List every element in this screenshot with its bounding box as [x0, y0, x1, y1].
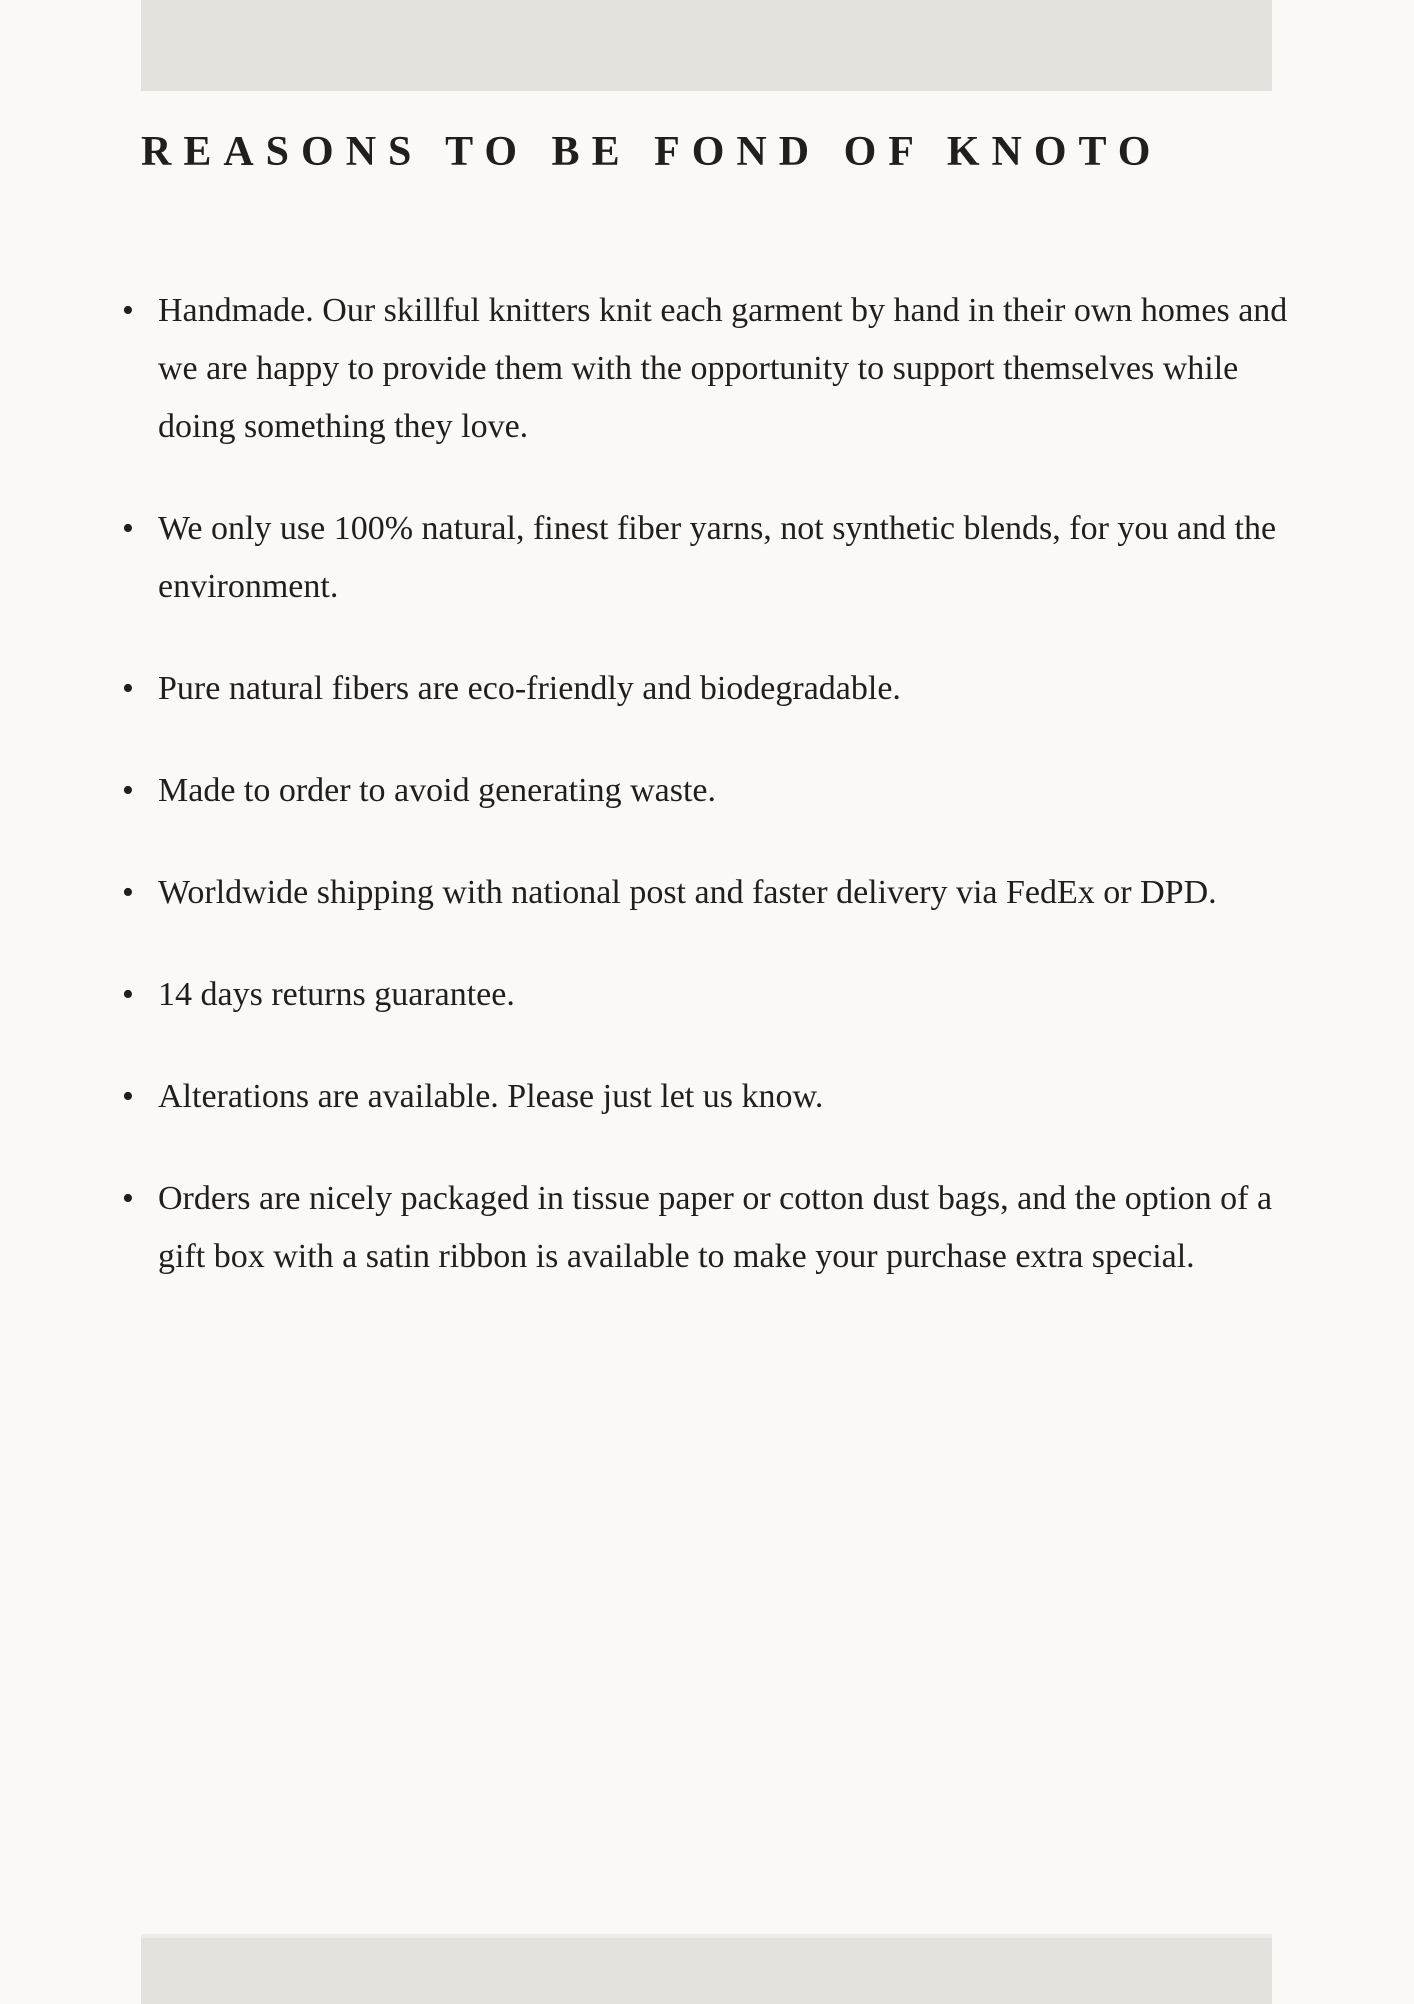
- bottom-decor-band: [141, 1934, 1272, 2004]
- list-item: • Handmade. Our skillful knitters knit each garment by hand in their own homes and we are happy to provide them with the opportunity to support themselves while doing something they love.: [158, 282, 1315, 456]
- list-item: • Made to order to avoid generating waste.: [158, 762, 1315, 820]
- page-title: REASONS TO BE FOND OF KNOTO: [141, 129, 1163, 175]
- list-item: • 14 days returns guarantee.: [158, 966, 1315, 1024]
- list-item: • We only use 100% natural, finest fiber yarns, not synthetic blends, for you and the environment.: [158, 500, 1315, 616]
- list-item: • Pure natural fibers are eco-friendly and biodegradable.: [158, 660, 1315, 718]
- reasons-list: [141, 282, 1315, 1286]
- list-item: • Worldwide shipping with national post and faster delivery via FedEx or DPD.: [158, 864, 1315, 922]
- page-content: [141, 0, 1315, 1286]
- list-item: • Orders are nicely packaged in tissue paper or cotton dust bags, and the option of a gift box with a satin ribbon is available to make your purchase extra special.: [158, 1170, 1315, 1286]
- list-item: • Alterations are available. Please just let us know.: [158, 1068, 1315, 1126]
